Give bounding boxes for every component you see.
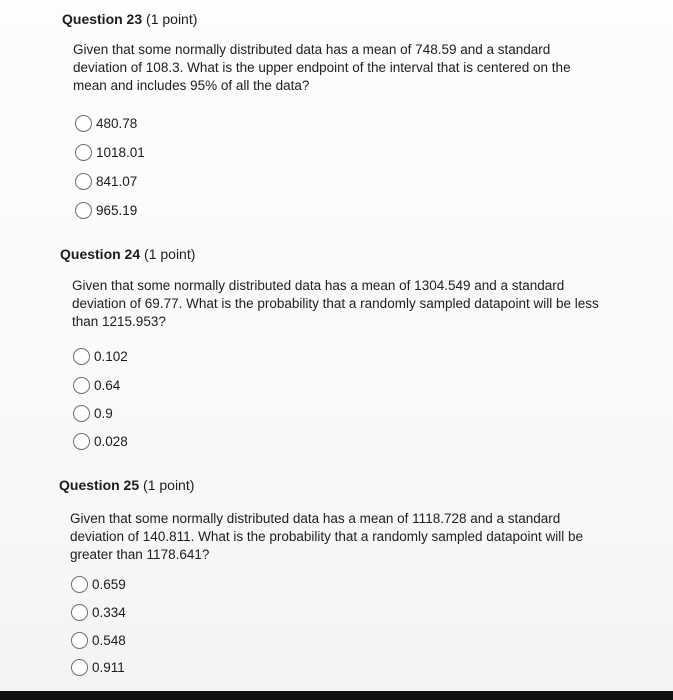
answer-option[interactable] — [71, 573, 126, 595]
radio-button[interactable] — [71, 659, 88, 676]
radio-button[interactable] — [73, 433, 90, 450]
option-label: 965.19 — [96, 202, 138, 218]
answer-option[interactable] — [73, 374, 120, 396]
answer-option[interactable] — [75, 199, 137, 221]
radio-button[interactable] — [71, 632, 88, 649]
answer-option[interactable] — [73, 430, 128, 452]
question-heading — [62, 10, 197, 28]
question-text: Given that some normally distributed data has a mean of 1304.549 and a standard deviation of 69.77. What is the probability that a randomly sampled datapoint will be less than 1215.953? — [72, 278, 599, 329]
option-label: 841.07 — [96, 173, 138, 189]
option-label: 0.659 — [92, 576, 126, 592]
answer-option[interactable] — [75, 141, 145, 163]
question-points: (1 point) — [142, 11, 198, 27]
option-label: 0.9 — [94, 405, 113, 421]
question-title: Question 23 — [62, 11, 143, 27]
question-points: (1 point) — [140, 246, 196, 262]
answer-option[interactable] — [73, 345, 128, 367]
option-label: 480.78 — [96, 115, 138, 131]
question-heading — [59, 476, 194, 494]
answer-option[interactable] — [71, 656, 125, 678]
radio-button[interactable] — [75, 144, 92, 161]
radio-button[interactable] — [71, 576, 88, 593]
radio-button[interactable] — [73, 377, 90, 394]
question-title: Question 24 — [60, 246, 141, 262]
radio-button[interactable] — [71, 604, 88, 621]
radio-button[interactable] — [73, 348, 90, 365]
answer-option[interactable] — [75, 170, 137, 192]
option-label: 1018.01 — [96, 144, 145, 160]
question-heading — [60, 245, 195, 263]
option-label: 0.548 — [92, 632, 126, 648]
radio-button[interactable] — [73, 405, 90, 422]
answer-option[interactable] — [71, 601, 126, 623]
question-title: Question 25 — [59, 477, 140, 493]
answer-option[interactable] — [75, 112, 137, 134]
option-label: 0.64 — [94, 377, 121, 393]
radio-button[interactable] — [75, 115, 92, 132]
option-label: 0.102 — [94, 348, 128, 364]
option-label: 0.334 — [92, 604, 126, 620]
option-label: 0.911 — [92, 659, 125, 675]
bottom-edge-bar — [0, 691, 673, 700]
option-label: 0.028 — [94, 433, 128, 449]
question-text: Given that some normally distributed data has a mean of 748.59 and a standard deviation of 108.3. What is the upper endpoint of the interval that is centered on the mean and includes 95% of all the data? — [73, 42, 571, 93]
question-points: (1 point) — [139, 477, 195, 493]
radio-button[interactable] — [75, 173, 92, 190]
question-text: Given that some normally distributed data has a mean of 1118.728 and a standard deviation of 140.811. What is the probability that a randomly sampled datapoint will be greater than 1178.641? — [70, 511, 584, 562]
answer-option[interactable] — [71, 629, 126, 651]
answer-option[interactable] — [73, 402, 113, 424]
radio-button[interactable] — [75, 202, 92, 219]
